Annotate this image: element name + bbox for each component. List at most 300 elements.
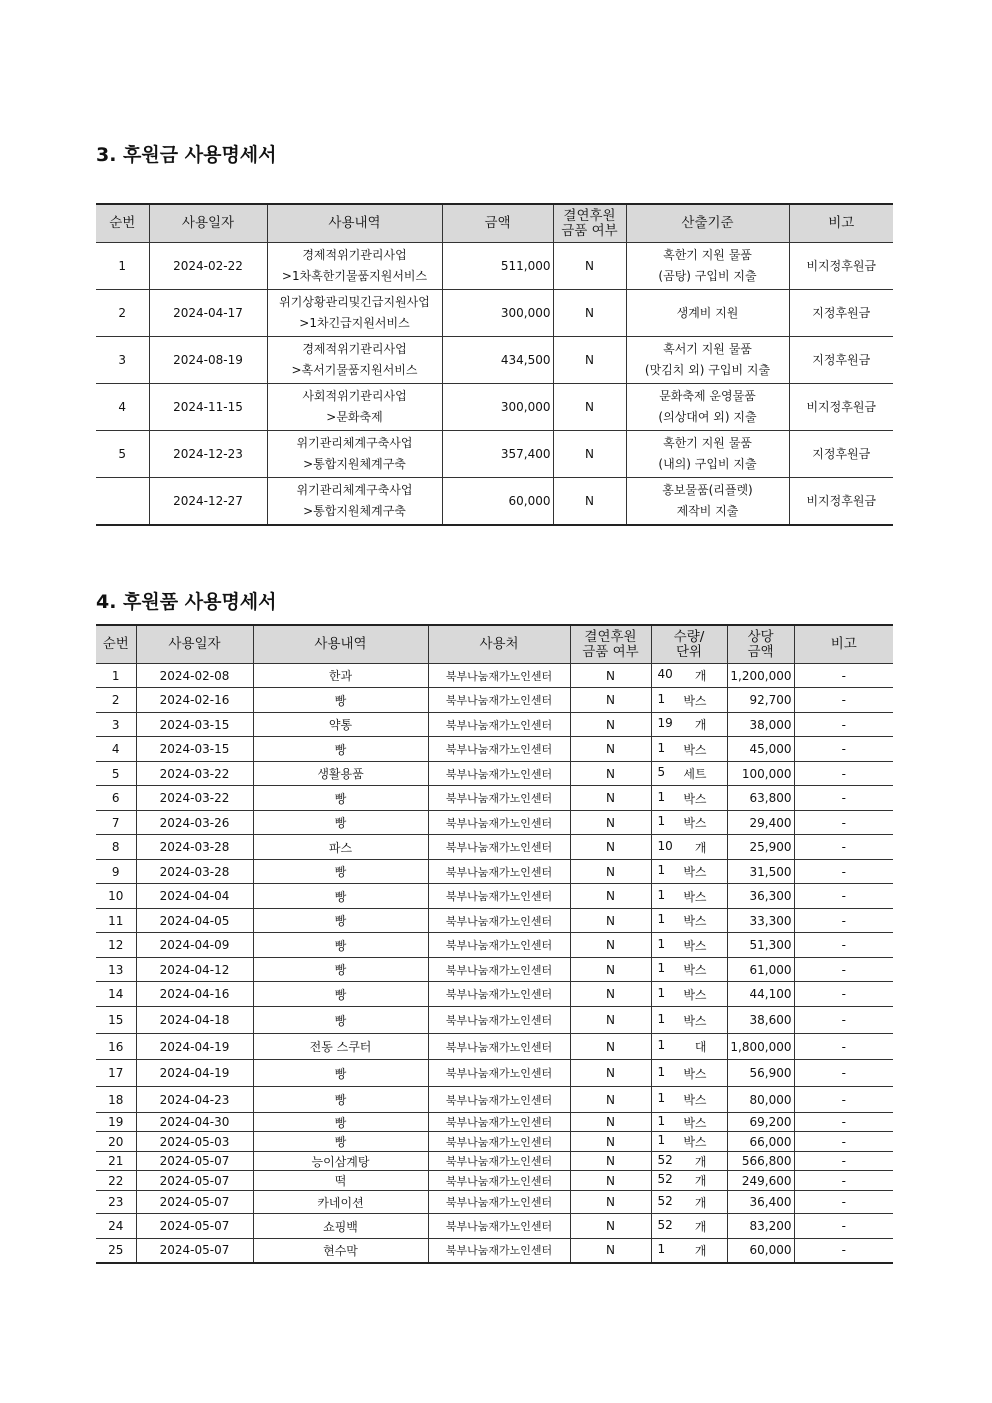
row-item: 빵	[253, 1060, 428, 1087]
table-row	[96, 1034, 893, 1060]
row-amount: 60,000	[727, 1239, 794, 1263]
row-quantity-unit	[651, 860, 727, 884]
row-note: -	[794, 688, 893, 713]
table-row	[96, 1007, 893, 1034]
row-unit: 박스	[683, 963, 707, 977]
table-row	[96, 1060, 893, 1087]
row-amount: 66,000	[727, 1132, 794, 1152]
row-unit: 개	[694, 1174, 707, 1188]
row-no: 14	[96, 982, 136, 1007]
row-note: -	[794, 1214, 893, 1239]
row-unit: 개	[694, 718, 707, 732]
row-no: 3	[96, 713, 136, 737]
donation-goods-table	[96, 624, 893, 1264]
row-flag: N	[570, 860, 651, 884]
row-note: -	[794, 835, 893, 860]
row-note: -	[794, 762, 893, 786]
row-item: 현수막	[253, 1239, 428, 1263]
header-quantity-unit: 수량/ 단위	[651, 625, 727, 664]
row-item: 약통	[253, 713, 428, 737]
row-flag: N	[570, 1191, 651, 1214]
row-basis	[626, 243, 789, 290]
row-no: 3	[96, 337, 149, 384]
row-place: 북부나눔재가노인센터	[428, 1239, 570, 1263]
table-row	[96, 1113, 893, 1132]
row-item: 빵	[253, 884, 428, 909]
row-basis	[626, 290, 789, 337]
row-quantity-unit	[651, 958, 727, 982]
row-amount: 300,000	[442, 384, 553, 431]
table-row	[96, 1191, 893, 1214]
header-place: 사용처	[428, 625, 570, 664]
row-note: -	[794, 1152, 893, 1171]
row-quantity-unit	[651, 1152, 727, 1171]
row-date: 2024-04-17	[149, 290, 267, 337]
row-amount: 357,400	[442, 431, 553, 478]
row-amount: 36,300	[727, 884, 794, 909]
row-item: 파스	[253, 835, 428, 860]
row-quantity: 1	[657, 887, 666, 902]
row-note: -	[794, 1060, 893, 1087]
row-date: 2024-04-19	[136, 1034, 253, 1060]
row-unit: 대	[694, 1040, 707, 1054]
row-no: 2	[96, 688, 136, 713]
row-amount: 25,900	[727, 835, 794, 860]
row-note: -	[794, 958, 893, 982]
row-quantity-unit	[651, 1007, 727, 1034]
row-quantity-unit	[651, 688, 727, 713]
row-note: 지정후원금	[789, 431, 893, 478]
header-basis: 산출기준	[626, 204, 789, 243]
row-basis-line1: 혹서기 지원 물품	[663, 342, 752, 356]
row-date: 2024-03-15	[136, 713, 253, 737]
row-amount: 51,300	[727, 933, 794, 958]
row-flag: N	[570, 1034, 651, 1060]
table-row	[96, 1214, 893, 1239]
header-no: 순번	[96, 204, 149, 243]
row-quantity: 1	[657, 814, 666, 828]
row-no: 10	[96, 884, 136, 909]
row-quantity: 1	[657, 1113, 666, 1128]
row-unit: 개	[694, 840, 707, 855]
row-flag: N	[570, 664, 651, 688]
row-item: 한과	[253, 664, 428, 688]
row-flag: N	[570, 1087, 651, 1113]
row-description	[267, 290, 442, 337]
row-item: 빵	[253, 737, 428, 762]
table-header-row	[96, 625, 893, 664]
row-quantity-unit	[651, 1087, 727, 1113]
row-no: 1	[96, 664, 136, 688]
row-quantity: 1	[657, 985, 666, 1000]
row-note: -	[794, 1132, 893, 1152]
row-amount: 1,200,000	[727, 664, 794, 688]
row-item: 빵	[253, 1087, 428, 1113]
row-date: 2024-04-18	[136, 1007, 253, 1034]
row-note: -	[794, 1239, 893, 1263]
row-date: 2024-03-22	[136, 786, 253, 811]
row-quantity: 1	[657, 789, 666, 804]
row-description	[267, 384, 442, 431]
row-flag: N	[553, 243, 626, 290]
row-quantity: 52	[657, 1172, 673, 1186]
row-item: 빵	[253, 1132, 428, 1152]
row-unit: 박스	[683, 1066, 707, 1081]
section3-title: 3. 후원금 사용명세서	[96, 144, 277, 166]
row-description	[267, 337, 442, 384]
row-flag: N	[570, 958, 651, 982]
row-no: 15	[96, 1007, 136, 1034]
row-basis	[626, 337, 789, 384]
row-date: 2024-05-07	[136, 1152, 253, 1171]
row-place: 북부나눔재가노인센터	[428, 1007, 570, 1034]
row-no: 5	[96, 762, 136, 786]
table-row	[96, 1239, 893, 1263]
table-row	[96, 737, 893, 762]
row-note: 비지정후원금	[789, 478, 893, 526]
row-place: 북부나눔재가노인센터	[428, 835, 570, 860]
row-item: 빵	[253, 688, 428, 713]
row-item: 빵	[253, 1113, 428, 1132]
table-row	[96, 762, 893, 786]
row-item: 빵	[253, 786, 428, 811]
row-basis-line2: (내의) 구입비 지출	[658, 457, 757, 471]
row-place: 북부나눔재가노인센터	[428, 982, 570, 1007]
row-amount: 300,000	[442, 290, 553, 337]
row-amount: 80,000	[727, 1087, 794, 1113]
row-quantity: 1	[657, 1038, 666, 1052]
row-note: -	[794, 1087, 893, 1113]
row-unit: 세트	[683, 767, 707, 781]
header-equivalent-amount: 상당 금액	[727, 625, 794, 664]
row-unit: 개	[694, 669, 707, 683]
row-amount: 1,800,000	[727, 1034, 794, 1060]
row-date: 2024-04-05	[136, 909, 253, 933]
row-quantity-unit	[651, 1060, 727, 1087]
row-unit: 박스	[683, 865, 707, 879]
row-place: 북부나눔재가노인센터	[428, 1132, 570, 1152]
row-quantity: 1	[657, 740, 666, 755]
row-place: 북부나눔재가노인센터	[428, 786, 570, 811]
row-unit: 박스	[683, 693, 707, 708]
row-quantity: 52	[657, 1217, 673, 1232]
row-unit: 개	[694, 1154, 707, 1169]
row-quantity: 1	[657, 1064, 666, 1079]
header-no: 순번	[96, 625, 136, 664]
row-no: 19	[96, 1113, 136, 1132]
row-note: -	[794, 909, 893, 933]
header-date: 사용일자	[149, 204, 267, 243]
row-no: 7	[96, 811, 136, 835]
row-place: 북부나눔재가노인센터	[428, 1152, 570, 1171]
row-date: 2024-04-30	[136, 1113, 253, 1132]
row-unit: 개	[694, 1243, 707, 1258]
row-basis-line1: 혹한기 지원 물품	[663, 248, 752, 262]
row-flag: N	[570, 933, 651, 958]
row-quantity: 40	[657, 667, 673, 681]
row-place: 북부나눔재가노인센터	[428, 762, 570, 786]
row-place: 북부나눔재가노인센터	[428, 1113, 570, 1132]
row-basis-line2: 제작비 지출	[676, 504, 739, 518]
row-flag: N	[553, 337, 626, 384]
row-place: 북부나눔재가노인센터	[428, 860, 570, 884]
row-item: 빵	[253, 909, 428, 933]
row-note: -	[794, 1007, 893, 1034]
row-flag: N	[570, 713, 651, 737]
row-basis-line2: (곰탕) 구입비 지출	[658, 269, 757, 283]
row-quantity-unit	[651, 884, 727, 909]
row-amount: 63,800	[727, 786, 794, 811]
row-unit: 박스	[683, 742, 707, 757]
row-no: 9	[96, 860, 136, 884]
donation-money-table	[96, 203, 893, 526]
row-description	[267, 431, 442, 478]
row-flag: N	[570, 737, 651, 762]
row-amount: 60,000	[442, 478, 553, 526]
row-amount: 249,600	[727, 1171, 794, 1191]
row-unit: 박스	[683, 1115, 707, 1130]
row-flag: N	[570, 762, 651, 786]
table-row	[96, 909, 893, 933]
row-amount: 61,000	[727, 958, 794, 982]
row-amount: 566,800	[727, 1152, 794, 1171]
row-basis-line2: (의상대여 외) 지출	[658, 410, 757, 424]
row-no: 8	[96, 835, 136, 860]
row-item: 빵	[253, 860, 428, 884]
header-note: 비고	[789, 204, 893, 243]
row-unit: 개	[694, 1219, 707, 1234]
row-flag: N	[553, 384, 626, 431]
row-date: 2024-12-27	[149, 478, 267, 526]
row-quantity: 1	[657, 1241, 666, 1256]
row-quantity: 5	[657, 765, 666, 779]
row-description-line1: 경제적위기관리사업	[302, 248, 407, 262]
row-date: 2024-05-07	[136, 1191, 253, 1214]
row-no: 1	[96, 243, 149, 290]
row-basis-line1: 생계비 지원	[676, 305, 739, 320]
row-quantity-unit	[651, 835, 727, 860]
row-item: 빵	[253, 958, 428, 982]
row-flag: N	[570, 1007, 651, 1034]
row-quantity: 1	[657, 912, 666, 926]
row-flag: N	[570, 1239, 651, 1263]
row-amount: 36,400	[727, 1191, 794, 1214]
row-no: 21	[96, 1152, 136, 1171]
row-quantity-unit	[651, 909, 727, 933]
row-date: 2024-11-15	[149, 384, 267, 431]
row-unit: 박스	[683, 889, 707, 904]
row-no: 23	[96, 1191, 136, 1214]
row-date: 2024-03-15	[136, 737, 253, 762]
row-note: 지정후원금	[789, 290, 893, 337]
row-quantity-unit	[651, 713, 727, 737]
row-unit: 개	[694, 1195, 707, 1210]
row-place: 북부나눔재가노인센터	[428, 1060, 570, 1087]
row-flag: N	[570, 688, 651, 713]
row-note: -	[794, 664, 893, 688]
row-description-line2: >1차혹한기물품지원서비스	[281, 269, 428, 283]
row-no: 2	[96, 290, 149, 337]
row-amount: 100,000	[727, 762, 794, 786]
table-row	[96, 290, 893, 337]
row-description	[267, 478, 442, 526]
row-amount: 33,300	[727, 909, 794, 933]
row-basis-line2: (맛김치 외) 구입비 지출	[644, 363, 771, 377]
row-quantity: 19	[657, 716, 673, 730]
table-row	[96, 1152, 893, 1171]
row-quantity: 1	[657, 961, 666, 975]
row-date: 2024-04-23	[136, 1087, 253, 1113]
row-no: 16	[96, 1034, 136, 1060]
row-note: -	[794, 811, 893, 835]
row-item: 빵	[253, 982, 428, 1007]
row-no: 17	[96, 1060, 136, 1087]
row-place: 북부나눔재가노인센터	[428, 1214, 570, 1239]
row-flag: N	[570, 1060, 651, 1087]
row-note: -	[794, 982, 893, 1007]
row-unit: 박스	[683, 791, 707, 806]
row-flag: N	[553, 431, 626, 478]
row-item: 쇼핑백	[253, 1214, 428, 1239]
row-note: -	[794, 1113, 893, 1132]
row-no: 4	[96, 737, 136, 762]
row-basis	[626, 384, 789, 431]
row-item: 빵	[253, 933, 428, 958]
row-place: 북부나눔재가노인센터	[428, 1171, 570, 1191]
row-flag: N	[570, 786, 651, 811]
table-row	[96, 1171, 893, 1191]
row-quantity: 1	[657, 1011, 666, 1026]
row-date: 2024-04-16	[136, 982, 253, 1007]
row-date: 2024-03-28	[136, 835, 253, 860]
row-unit: 박스	[683, 816, 707, 830]
row-date: 2024-04-04	[136, 884, 253, 909]
row-basis-line1: 홍보물품(리플렛)	[662, 483, 753, 497]
row-place: 북부나눔재가노인센터	[428, 1087, 570, 1113]
table-row	[96, 835, 893, 860]
row-flag: N	[570, 1171, 651, 1191]
row-amount: 83,200	[727, 1214, 794, 1239]
row-note: -	[794, 884, 893, 909]
table-row	[96, 1087, 893, 1113]
row-quantity: 1	[657, 1091, 666, 1105]
row-quantity: 1	[657, 863, 666, 877]
row-no: 5	[96, 431, 149, 478]
row-note: 비지정후원금	[789, 384, 893, 431]
table-row	[96, 786, 893, 811]
row-description	[267, 243, 442, 290]
row-quantity: 1	[657, 936, 666, 951]
row-date: 2024-03-28	[136, 860, 253, 884]
row-date: 2024-04-12	[136, 958, 253, 982]
row-quantity-unit	[651, 982, 727, 1007]
header-sponsorship-flag: 결연후원 금품 여부	[553, 204, 626, 243]
row-amount: 434,500	[442, 337, 553, 384]
row-amount: 29,400	[727, 811, 794, 835]
row-basis	[626, 431, 789, 478]
row-no: 12	[96, 933, 136, 958]
row-date: 2024-12-23	[149, 431, 267, 478]
row-description-line2: >통합지원체계구축	[303, 504, 406, 518]
row-place: 북부나눔재가노인센터	[428, 1034, 570, 1060]
row-description-line2: >통합지원체계구축	[303, 457, 406, 471]
row-date: 2024-02-16	[136, 688, 253, 713]
row-basis-line1: 문화축제 운영물품	[659, 389, 756, 403]
header-amount: 금액	[442, 204, 553, 243]
row-description-line1: 경제적위기관리사업	[302, 342, 407, 356]
row-place: 북부나눔재가노인센터	[428, 1191, 570, 1214]
row-place: 북부나눔재가노인센터	[428, 933, 570, 958]
table-row	[96, 811, 893, 835]
row-quantity-unit	[651, 664, 727, 688]
table-row	[96, 431, 893, 478]
row-no: 18	[96, 1087, 136, 1113]
row-place: 북부나눔재가노인센터	[428, 688, 570, 713]
row-description-line2: >문화축제	[326, 410, 383, 424]
row-amount: 45,000	[727, 737, 794, 762]
row-no: 24	[96, 1214, 136, 1239]
row-no: 6	[96, 786, 136, 811]
row-quantity-unit	[651, 1171, 727, 1191]
row-quantity-unit	[651, 1214, 727, 1239]
row-date: 2024-05-07	[136, 1239, 253, 1263]
row-place: 북부나눔재가노인센터	[428, 909, 570, 933]
row-note: -	[794, 1171, 893, 1191]
row-note: -	[794, 786, 893, 811]
row-quantity-unit	[651, 1191, 727, 1214]
row-quantity: 1	[657, 1133, 666, 1147]
row-date: 2024-02-22	[149, 243, 267, 290]
row-description-line1: 위기관리체계구축사업	[296, 483, 413, 497]
row-item: 떡	[253, 1171, 428, 1191]
row-flag: N	[570, 909, 651, 933]
row-quantity: 52	[657, 1193, 673, 1208]
row-amount: 56,900	[727, 1060, 794, 1087]
row-date: 2024-05-07	[136, 1214, 253, 1239]
row-no: 25	[108, 1243, 124, 1258]
row-date: 2024-05-07	[136, 1171, 253, 1191]
row-note: 지정후원금	[789, 337, 893, 384]
header-description: 사용내역	[253, 625, 428, 664]
row-date: 2024-08-19	[149, 337, 267, 384]
row-unit: 박스	[683, 1093, 707, 1107]
row-amount: 38,000	[727, 713, 794, 737]
row-no: 20	[96, 1132, 136, 1152]
row-date: 2024-02-08	[136, 664, 253, 688]
row-quantity-unit	[651, 786, 727, 811]
row-unit: 박스	[683, 1135, 707, 1149]
row-quantity-unit	[651, 933, 727, 958]
row-quantity-unit	[651, 1034, 727, 1060]
row-quantity: 1	[657, 691, 666, 706]
table-row	[96, 713, 893, 737]
row-date: 2024-03-26	[136, 811, 253, 835]
row-note: -	[794, 737, 893, 762]
header-note: 비고	[794, 625, 893, 664]
row-unit: 박스	[683, 1013, 707, 1028]
header-date: 사용일자	[136, 625, 253, 664]
row-amount: 92,700	[727, 688, 794, 713]
row-note: -	[794, 860, 893, 884]
row-flag: N	[570, 1132, 651, 1152]
table-row	[96, 384, 893, 431]
table-row	[96, 337, 893, 384]
row-flag: N	[553, 478, 626, 526]
table-row	[96, 1132, 893, 1152]
table-row	[96, 664, 893, 688]
row-note: -	[794, 1191, 893, 1214]
row-date: 2024-04-19	[136, 1060, 253, 1087]
